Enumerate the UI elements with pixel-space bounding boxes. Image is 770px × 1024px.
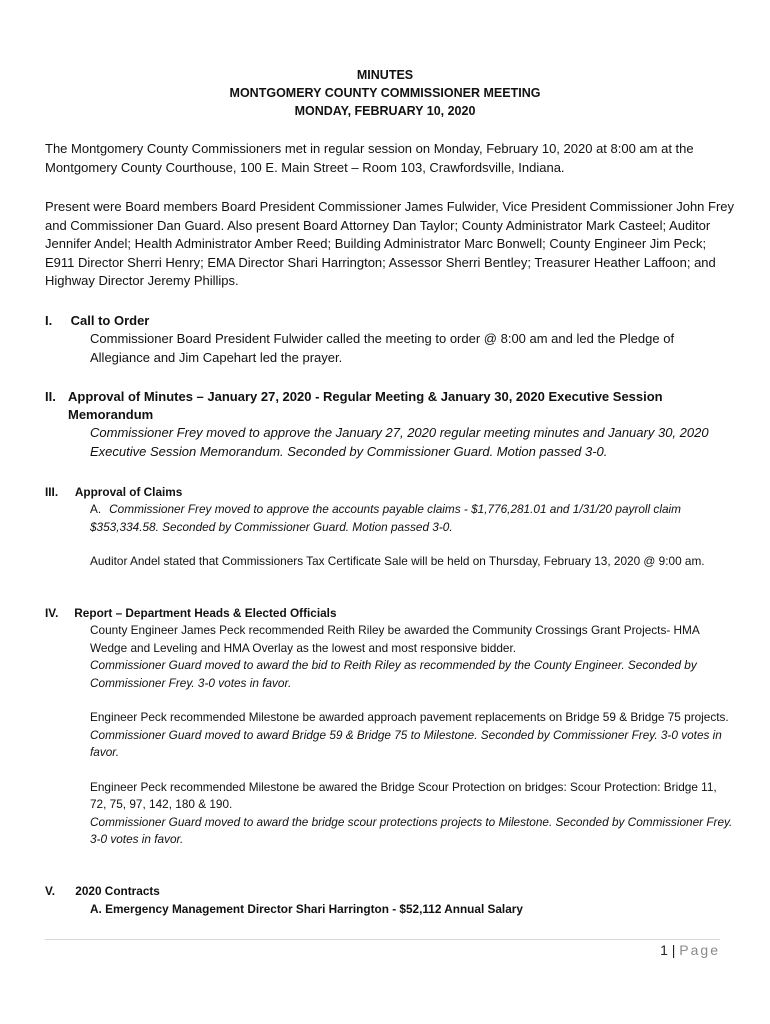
claims-motion: Commissioner Frey moved to approve the accounts payable claims - $1,776,281.01 and 1/31/20 payroll claim $353,334.58. Seconded by Commissioner Guard. Motion passed 3-0.	[90, 502, 681, 534]
attendance-paragraph: Present were Board members Board President Commissioner James Fulwider, Vice President Commissioner John Frey and Commissioner Dan Guard. Also present Board Attorney Dan Taylor; County Administrator Mark Casteel; Auditor Jennifer Andel; Health Administrator Amber Reed; Building Administrator Marc Bonwell; County Engineer Jim Peck; E911 Director Sherri Henry; EMA Director Shari Harrington; Assessor Sherri Bentley; Treasurer Heather Laffoon; and Highway Director Jeremy Phillips.	[45, 199, 735, 288]
intro-block	[45, 140, 735, 177]
section-title: Approval of Claims	[74, 485, 183, 499]
document-header	[0, 66, 770, 120]
report-motion: Commissioner Guard moved to award Bridge 59 & Bridge 75 to Milestone. Seconded by Commissioner Frey. 3-0 votes in favor.	[90, 727, 722, 759]
section-number: III.	[45, 485, 59, 499]
section-heading	[45, 388, 735, 424]
auditor-note: Auditor Andel stated that Commissioners Tax Certificate Sale will be held on Thursday, February 13, 2020 @ 9:00 am.	[90, 554, 705, 568]
footer-divider	[45, 939, 720, 940]
section-title: Approval of Minutes – January 27, 2020 - Regular Meeting & January 30, 2020 Executive Session Memorandum	[68, 389, 663, 422]
section-body: Commissioner Board President Fulwider called the meeting to order @ 8:00 am and led the Pledge of Allegiance and Jim Capehart led the prayer.	[90, 331, 675, 365]
report-motion: Commissioner Guard moved to award the bridge scour protections projects to Milestone. Seconded by Commissioner Frey. 3-0 votes in favor.	[90, 814, 733, 846]
section-title: 2020 Contracts	[75, 884, 160, 898]
intro-paragraph: The Montgomery County Commissioners met in regular session on Monday, February 10, 2020 at 8:00 am at the Montgomery County Courthouse, 100 E. Main Street – Room 103, Crawfordsville, Indiana.	[45, 141, 694, 175]
report-paragraph: County Engineer James Peck recommended Reith Riley be awarded the Community Crossings Grant Projects- HMA Wedge and Leveling and HMA Overlay as the lowest and most responsive bidder.	[90, 623, 700, 655]
section-heading	[45, 604, 735, 622]
section-contracts	[45, 882, 735, 918]
footer-separator: |	[671, 942, 676, 958]
present-block	[45, 198, 735, 291]
section-title: Report – Department Heads & Elected Officials	[74, 606, 337, 620]
section-number: II.	[45, 389, 56, 404]
report-paragraph: Engineer Peck recommended Milestone be awared the Bridge Scour Protection on bridges: Scour Protection: Bridge 11, 72, 75, 97, 142, 180 & 190.	[90, 779, 717, 811]
header-title: MINUTES	[356, 68, 414, 82]
section-heading	[45, 483, 735, 501]
section-call-to-order	[45, 312, 735, 367]
page-label: Page	[679, 942, 720, 958]
header-date: MONDAY, FEBRUARY 10, 2020	[294, 104, 476, 118]
section-motion: Commissioner Frey moved to approve the January 27, 2020 regular meeting minutes and January 30, 2020 Executive Session Memorandum. Seconded by Commissioner Guard. Motion passed 3-0.	[90, 425, 709, 459]
section-heading	[45, 312, 735, 330]
report-paragraph: Engineer Peck recommended Milestone be awarded approach pavement replacements on Bridge 59 & Bridge 75 projects.	[90, 710, 729, 724]
section-approval-of-claims	[45, 483, 735, 571]
section-department-reports	[45, 604, 735, 849]
page-footer	[660, 942, 720, 958]
section-heading	[45, 882, 735, 900]
section-number: IV.	[45, 606, 59, 620]
claims-item	[90, 501, 735, 536]
section-title: Call to Order	[70, 313, 150, 328]
section-number: I.	[45, 313, 53, 328]
section-approval-of-minutes	[45, 388, 735, 461]
section-number: V.	[45, 884, 56, 898]
contract-item: A. Emergency Management Director Shari Harrington - $52,112 Annual Salary	[90, 902, 523, 916]
report-motion: Commissioner Guard moved to award the bid to Reith Riley as recommended by the County Engineer. Seconded by Commissioner Frey. 3-0 votes in favor.	[90, 658, 697, 690]
header-meeting-name: MONTGOMERY COUNTY COMMISSIONER MEETING	[229, 86, 541, 100]
page-number: 1	[660, 942, 668, 958]
item-label: A.	[90, 502, 102, 516]
